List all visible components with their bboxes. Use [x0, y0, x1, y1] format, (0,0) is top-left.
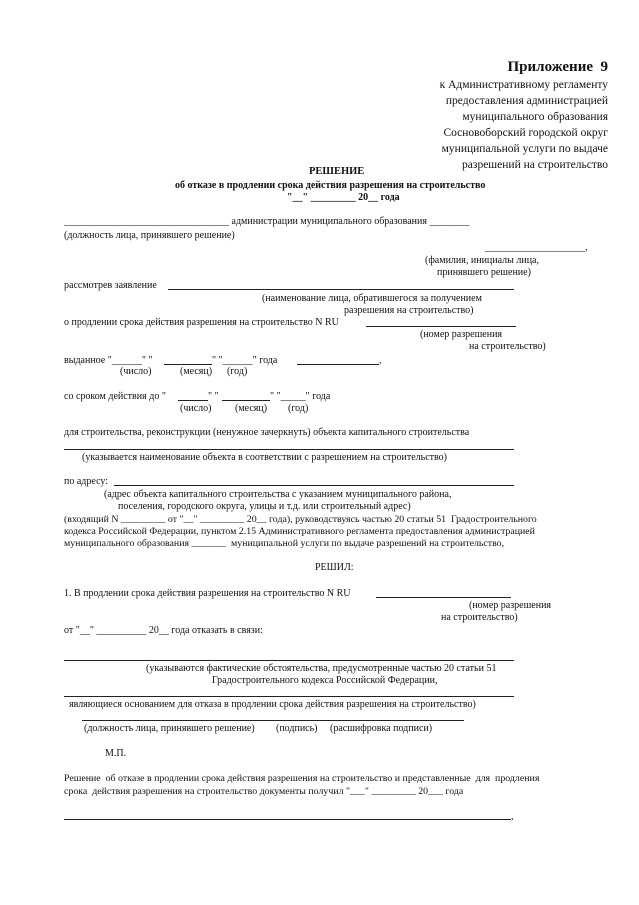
year-caption: (год) — [288, 403, 309, 414]
refusal-clause: 1. В продлении срока действия разрешения на строительство N RU — [64, 588, 351, 599]
application-label: рассмотрев заявление — [64, 280, 157, 291]
appendix-line: предоставления администрацией — [445, 95, 608, 107]
decision-title: РЕШЕНИЕ — [309, 166, 365, 177]
permit-number-caption: на строительство) — [469, 341, 546, 352]
refusal-grounds-line — [64, 696, 514, 697]
object-name-line — [64, 449, 514, 450]
address-label: по адресу: — [64, 476, 109, 487]
appendix-title: Приложение 9 — [507, 59, 608, 75]
name-caption: (фамилия, инициалы лица, — [425, 255, 539, 266]
circumstances-caption: (указываются фактические обстоятельства, предусмотренные частью 20 статьи 51 — [146, 663, 497, 674]
circumstances-caption: Градостроительного кодекса Российской Федерации, — [212, 675, 438, 686]
appendix-line: к Административному регламенту — [439, 79, 608, 91]
legal-basis-line: кодекса Российской Федерации, пунктом 2.15 Административного регламента предоставления администрацией — [64, 526, 535, 537]
day-caption: (число) — [120, 366, 152, 377]
seal-place: М.П. — [105, 748, 127, 759]
signature-caption: (подпись) — [276, 723, 318, 734]
permit-extension-text: о продлении срока действия разрешения на строительство N RU — [64, 317, 339, 328]
day-caption: (число) — [180, 403, 212, 414]
permit-number-caption: (номер разрешения — [420, 329, 503, 340]
applicant-caption: разрешения на строительство) — [344, 305, 474, 316]
permit-number-line — [366, 326, 516, 327]
construction-object-text: для строительства, реконструкции (ненужное зачеркнуть) объекта капитального строительства — [64, 427, 470, 438]
legal-basis-line: (входящий N _________ от "__" _________ 20__ года), руководствуясь частью 20 статьи 51 Градостроительного — [64, 514, 537, 525]
refusal-permit-number-line — [376, 597, 511, 598]
address-line — [114, 485, 514, 486]
validity-month-blank — [222, 400, 270, 401]
receiver-line — [64, 819, 511, 820]
official-name-blank: ____________________, — [485, 242, 588, 253]
month-caption: (месяц) — [235, 403, 268, 414]
appendix-line: Сосновоборский городской округ — [443, 127, 608, 139]
decision-subtitle: об отказе в продлении срока действия разрешения на строительство — [175, 180, 486, 191]
object-name-caption: (указывается наименование объекта в соответствии с разрешением на строительство) — [82, 452, 447, 463]
address-caption: (адрес объекта капитального строительства с указанием муниципального района, — [104, 489, 452, 500]
refusal-date-line: от "__" __________ 20__ года отказать в связи: — [64, 625, 263, 636]
circumstances-line — [64, 660, 514, 661]
address-caption: поселения, городского округа, улицы и т.д. или строительный адрес) — [118, 501, 411, 512]
year-caption: (год) — [227, 366, 248, 377]
issued-date-year: " "______" года — [212, 355, 278, 366]
application-applicant-line — [168, 289, 514, 290]
validity-term-label: со сроком действия до " — [64, 391, 166, 402]
issued-month-blank — [164, 364, 212, 365]
legal-basis-line: муниципального образования _______ муниципальной услуги по выдаче разрешений на строительство, — [64, 538, 505, 549]
appendix-line: муниципального образования — [462, 111, 608, 123]
decision-date: "__" _________ 20__ года — [287, 192, 400, 203]
signature-decoding-caption: (расшифровка подписи) — [330, 723, 433, 734]
month-caption: (месяц) — [180, 366, 213, 377]
signature-line — [82, 720, 464, 721]
name-caption: принявшего решение) — [437, 267, 531, 278]
validity-year: " "_____" года — [270, 391, 331, 402]
position-caption: (должность лица, принявшего решение) — [64, 230, 235, 241]
permit-number-caption: (номер разрешения — [469, 600, 552, 611]
issued-comma: , — [379, 355, 382, 366]
receipt-text: Решение об отказе в продлении срока действия разрешения на строительство и представленные для продления — [64, 773, 540, 784]
signature-position-caption: (должность лица, принявшего решение) — [84, 723, 255, 734]
applicant-caption: (наименование лица, обратившегося за получением — [262, 293, 482, 304]
issued-date-label: выданное "______" " — [64, 355, 153, 366]
receipt-text: срока действия разрешения на строительство документы получил "___" _________ 20___ года — [64, 786, 464, 797]
appendix-line: муниципальной услуги по выдаче — [441, 143, 608, 155]
receiver-comma: , — [511, 811, 514, 822]
issued-date-tail-line — [297, 364, 379, 365]
permit-number-caption: на строительство) — [441, 612, 518, 623]
validity-sep: " " — [208, 391, 219, 402]
appendix-line: разрешений на строительство — [462, 159, 608, 171]
refusal-grounds-caption: являющиеся основанием для отказа в продлении срока действия разрешения на строительство) — [69, 699, 476, 710]
decided-heading: РЕШИЛ: — [315, 562, 354, 573]
validity-day-blank — [178, 400, 208, 401]
official-position-line: _________________________________ администрации муниципального образования ________ — [64, 216, 470, 227]
